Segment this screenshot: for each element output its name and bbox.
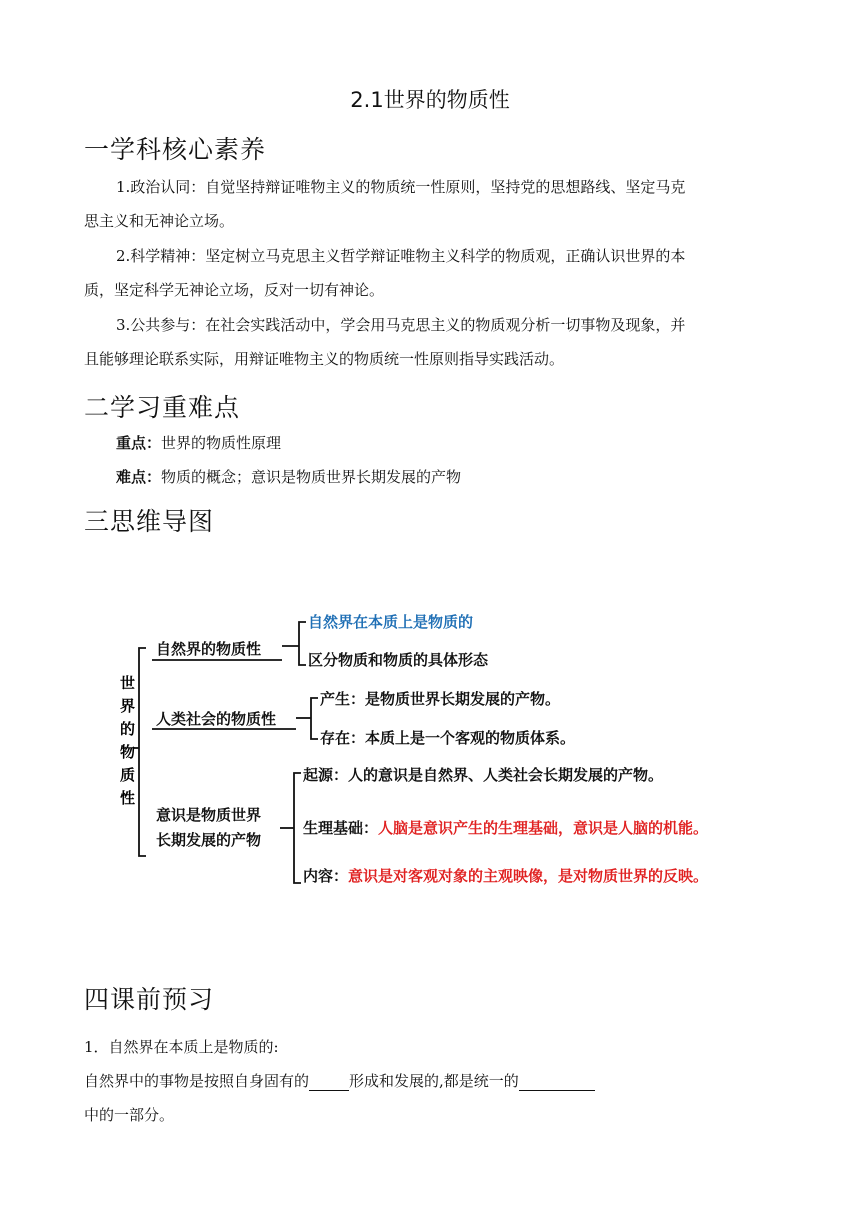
section-heading-core-literacy: 一学科核心素养	[84, 135, 267, 164]
society-child-2-text: 本质上是一个客观的物质体系。	[365, 729, 576, 747]
sub-bracket	[294, 773, 301, 883]
consciousness-child-1-text: 人的意识是自然界、人类社会长期发展的产物。	[348, 766, 664, 784]
section-heading-preview: 四课前预习	[84, 985, 215, 1014]
paragraph-line: 2.科学精神：坚定树立马克思主义哲学辩证唯物主义科学的物质观，正确认识世界的本	[116, 247, 686, 265]
question-1-text-part3: 中的一部分。	[84, 1106, 175, 1124]
root-char: 界	[120, 697, 136, 715]
society-child-2	[320, 729, 575, 747]
root-char: 物	[120, 743, 136, 761]
society-child-1	[320, 690, 560, 708]
paragraph-line: 思主义和无神论立场。	[84, 212, 235, 230]
question-1-text-part1: 自然界中的事物是按照自身固有的	[84, 1072, 310, 1090]
page-title: 2.1世界的物质性	[350, 88, 510, 112]
root-bracket	[139, 648, 146, 856]
key-point-text: 世界的物质性原理	[161, 434, 282, 452]
section-heading-mind-map: 三思维导图	[84, 507, 215, 536]
consciousness-child-1-label: 起源：	[303, 766, 349, 784]
society-child-1-label: 产生：	[320, 690, 366, 708]
consciousness-child-2	[303, 819, 708, 838]
consciousness-child-2-text: 人脑是意识产生的生理基础，意识是人脑的机能。	[378, 819, 709, 837]
paragraph-line: 且能够理论联系实际，用辩证唯物主义的物质统一性原则指导实践活动。	[84, 350, 565, 368]
nature-child-1: 自然界在本质上是物质的	[308, 613, 474, 631]
branch-consciousness-line2: 长期发展的产物	[156, 831, 262, 849]
answer-blank[interactable]	[309, 1072, 349, 1091]
root-char: 质	[120, 766, 136, 784]
paragraph-line: 1.政治认同：自觉坚持辩证唯物主义的物质统一性原则，坚持党的思想路线、坚定马克	[116, 178, 686, 196]
section-heading-key-points: 二学习重难点	[84, 393, 241, 422]
difficult-point-label: 难点：	[116, 468, 162, 486]
branch-nature: 自然界的物质性	[156, 640, 262, 658]
sub-bracket	[311, 698, 318, 739]
difficult-point-text: 物质的概念；意识是物质世界长期发展的产物	[161, 468, 462, 486]
consciousness-child-3-text: 意识是对客观对象的主观映像，是对物质世界的反映。	[348, 867, 709, 885]
question-1-line	[84, 1070, 595, 1091]
question-1-text-part2: 形成和发展的,都是统一的	[349, 1072, 519, 1090]
nature-child-2: 区分物质和物质的具体形态	[308, 651, 489, 669]
key-point-label: 重点：	[116, 434, 162, 452]
consciousness-child-3	[303, 867, 708, 886]
paragraph-line: 3.公共参与：在社会实践活动中，学会用马克思主义的物质观分析一切事物及现象，并	[116, 316, 686, 334]
branch-consciousness-line1: 意识是物质世界	[156, 806, 262, 824]
society-child-2-label: 存在：	[320, 729, 366, 747]
root-char: 的	[120, 720, 136, 738]
paragraph-line: 质，坚定科学无神论立场，反对一切有神论。	[84, 281, 385, 299]
society-child-1-text: 是物质世界长期发展的产物。	[365, 690, 561, 708]
branch-society: 人类社会的物质性	[156, 710, 277, 728]
question-1-title: 1．自然界在本质上是物质的:	[84, 1038, 279, 1056]
sub-bracket	[299, 622, 306, 665]
consciousness-child-2-label: 生理基础：	[303, 819, 379, 837]
root-char: 世	[120, 674, 136, 692]
answer-blank[interactable]	[519, 1072, 595, 1091]
consciousness-child-1	[303, 766, 663, 784]
consciousness-child-3-label: 内容：	[303, 867, 349, 885]
root-char: 性	[120, 789, 136, 807]
